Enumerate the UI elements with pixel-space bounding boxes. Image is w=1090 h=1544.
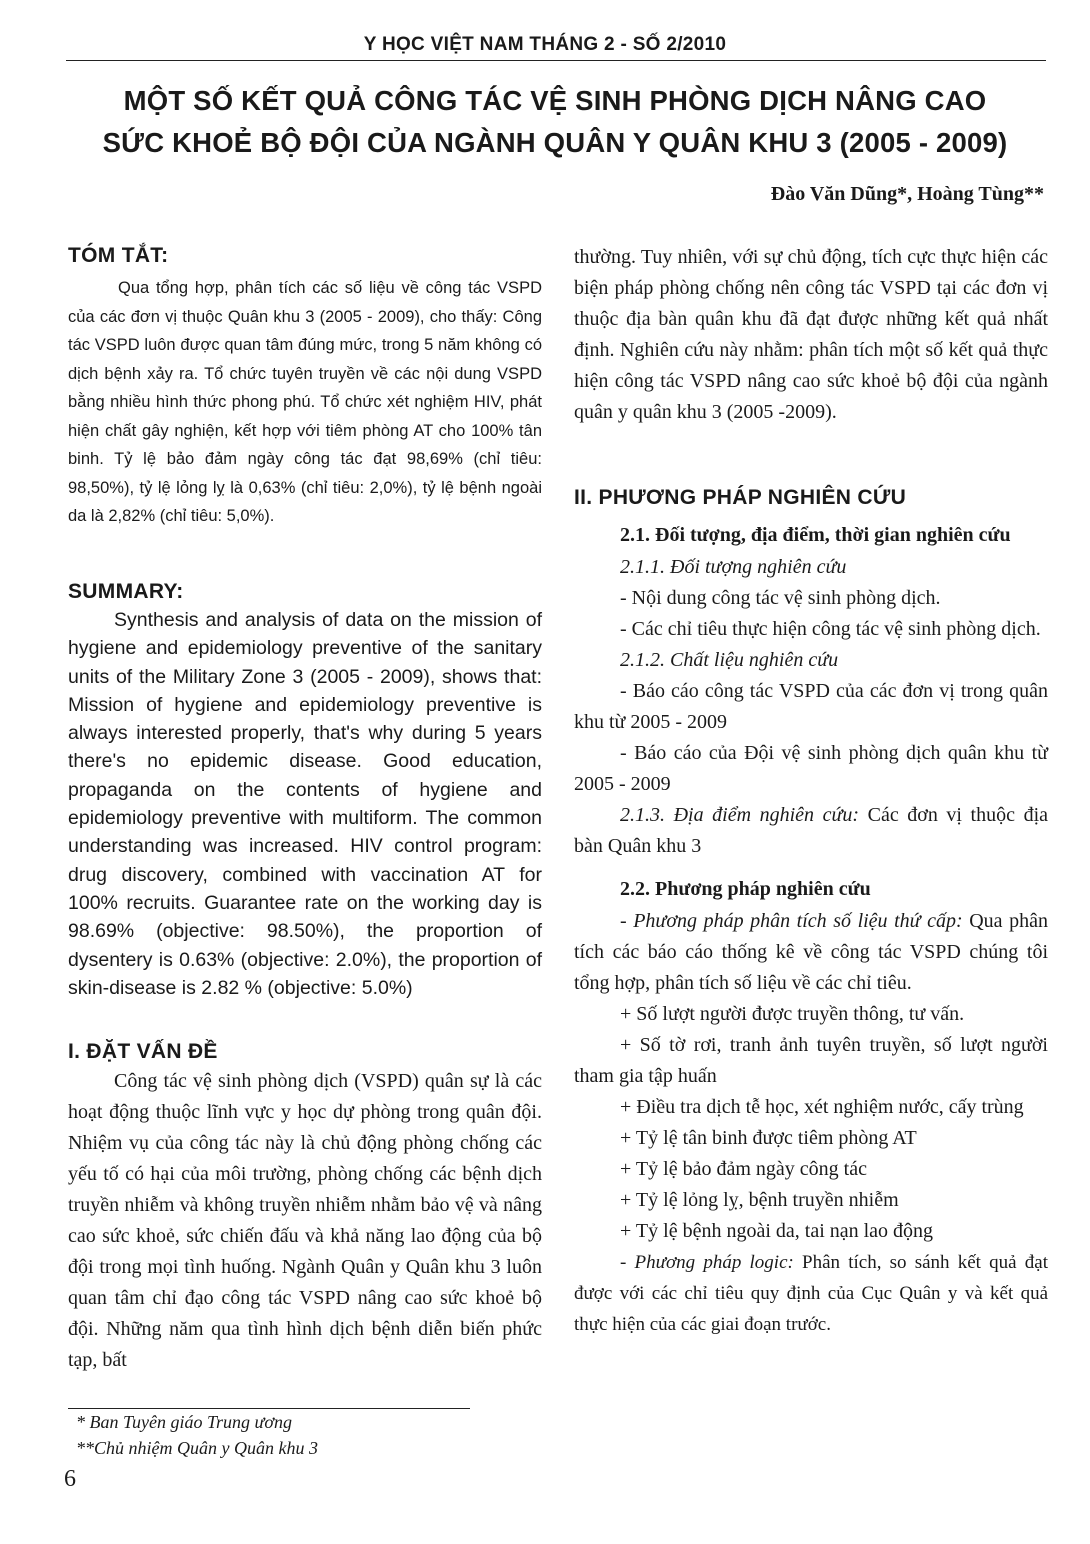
section-introduction — [68, 1040, 542, 1376]
section1-continuation — [574, 242, 1048, 428]
abstract-en — [68, 580, 542, 1002]
section2-heading: II. PHƯƠNG PHÁP NGHIÊN CỨU — [574, 486, 907, 509]
abstract-vi-heading: TÓM TẮT: — [68, 244, 169, 267]
subsection-2-1-1-heading: 2.1.1. Đối tượng nghiên cứu — [620, 556, 847, 578]
section1-continuation-text: thường. Tuy nhiên, với sự chủ động, tích cực thực hiện các biện pháp phòng chống nên công tác VSPD tại các đơn vị thuộc địa bàn quân khu đã đạt được những kết quả nhất định. Nghiên cứu này nhằm: phân tích một số kết quả thực hiện công tác VSPD nâng cao sức khoẻ bộ đội của ngành quân y quân khu 3 (2005 -2009). — [574, 246, 1048, 423]
subsection-2-1-3-text: Các đơn vị thuộc địa bàn Quân khu 3 — [574, 804, 1048, 857]
footnote-2: **Chủ nhiệm Quân y Quân khu 3 — [76, 1438, 318, 1458]
title-line-1: MỘT SỐ KẾT QUẢ CÔNG TÁC VỆ SINH PHÒNG DỊCH NÂNG CAO — [123, 85, 987, 116]
section1-text: Công tác vệ sinh phòng dịch (VSPD) quân sự là các hoạt động thuộc lĩnh vực y học dự phòng trong quân đội. Nhiệm vụ của công tác này là chủ động phòng chống các yếu tố có hại của môi trường, phòng chống các bệnh dịch truyền nhiễm và không truyền nhiễm nhằm bảo vệ và nâng cao sức khoẻ, sức chiến đấu và khả năng lao động của bộ đội trong mọi tình huống. Ngành Quân y Quân khu 3 luôn quan tâm chỉ đạo công tác VSPD nâng cao sức khoẻ bộ đội. Những năm qua tình hình dịch bệnh diễn biến phức tạp, bất — [68, 1070, 542, 1371]
subject-item-1: - Nội dung công tác vệ sinh phòng dịch. — [620, 587, 941, 609]
footnote-rule — [68, 1408, 470, 1409]
section-methods — [574, 486, 1048, 1340]
list-item: + Số tờ rơi, tranh ảnh tuyên truyền, số lượt người tham gia tập huấn — [574, 1034, 1048, 1087]
list-item: + Tỷ lệ lỏng lỵ, bệnh truyền nhiễm — [620, 1189, 899, 1211]
list-item: + Tỷ lệ bảo đảm ngày công tác — [620, 1158, 867, 1180]
abstract-vi — [68, 244, 542, 531]
subsection-2-1-3-label: 2.1.3. Địa điểm nghiên cứu: — [620, 804, 860, 826]
list-item: + Tỷ lệ tân binh được tiêm phòng AT — [620, 1127, 917, 1149]
subsection-2-1-2-heading: 2.1.2. Chất liệu nghiên cứu — [620, 649, 839, 671]
subject-item-2: - Các chỉ tiêu thực hiện công tác vệ sinh phòng dịch. — [620, 618, 1041, 640]
footnote-1: * Ban Tuyên giáo Trung ương — [76, 1412, 292, 1432]
method2-text: Phân tích, so sánh kết quả đạt được với các chỉ tiêu quy định của Cục Quân y và kết quả thực hiện của các giai đoạn trước. — [574, 1252, 1048, 1335]
subsection-2-1-3 — [574, 800, 1048, 862]
subsection-2-1-heading: 2.1. Đối tượng, địa điểm, thời gian nghiên cứu — [620, 524, 1011, 546]
subsection-2-2-heading: 2.2. Phương pháp nghiên cứu — [620, 878, 871, 900]
method-secondary-data — [574, 906, 1048, 999]
header-rule — [66, 60, 1046, 61]
list-item: + Số lượt người được truyền thông, tư vấn. — [620, 1003, 965, 1025]
method1-text: Qua phân tích các báo cáo thống kê về công tác VSPD chúng tôi tổng hợp, phân tích số liệu về các chỉ tiêu. — [574, 910, 1048, 994]
material-item-2: - Báo cáo của Đội vệ sinh phòng dịch quân khu từ 2005 - 2009 — [574, 742, 1048, 795]
abstract-en-heading: SUMMARY: — [68, 580, 184, 603]
method1-label: - Phương pháp phân tích số liệu thứ cấp: — [620, 910, 963, 932]
material-item-1: - Báo cáo công tác VSPD của các đơn vị trong quân khu từ 2005 - 2009 — [574, 680, 1048, 733]
list-item: + Điều tra dịch tễ học, xét nghiệm nước, cấy trùng — [620, 1096, 1024, 1118]
page-number: 6 — [64, 1466, 76, 1492]
list-item: + Tỷ lệ bệnh ngoài da, tai nạn lao động — [620, 1220, 934, 1242]
title-line-2: SỨC KHOẺ BỘ ĐỘI CỦA NGÀNH QUÂN Y QUÂN KHU 3 (2005 - 2009) — [102, 127, 1008, 158]
method2-label: - Phương pháp logic: — [620, 1252, 794, 1273]
abstract-vi-text: Qua tổng hợp, phân tích các số liệu về công tác VSPD của các đơn vị thuộc Quân khu 3 (2005 - 2009), cho thấy: Công tác VSPD luôn được quan tâm đúng mức, trong 5 năm không có dịch bệnh xảy ra. Tổ chức tuyên truyền về các nội dung VSPD bằng nhiều hình thức phong phú. Tổ chức xét nghiệm HIV, phát hiện chất gây nghiện, kết hợp với tiêm phòng AT cho 100% tân binh. Tỷ lệ bảo đảm ngày công tác đạt 98,69% (chỉ tiêu: 98,50%), tỷ lệ lỏng lỵ là 0,63% (chỉ tiêu: 2,0%), tỷ lệ bệnh ngoài da là 2,82% (chỉ tiêu: 5,0%). — [68, 279, 542, 525]
abstract-en-text: Synthesis and analysis of data on the mission of hygiene and epidemiology preventive of the sanitary units of the Military Zone 3 (2005 - 2009), shows that: Mission of hygiene and epidemiology preventive is always interested properly, that's why during 5 years there's no epidemic disease. Good education, propaganda on the contents of hygiene and epidemiology preventive with multiform. The common understanding was increased. HIV control program: drug discovery, combined with vaccination AT for 100% recruits. Guarantee rate on the working day is 98.69% (objective: 98.50%), the proportion of dysentery is 0.63% (objective: 2.0%), the proportion of skin-disease is 2.82 % (objective: 5.0%) — [68, 609, 542, 999]
running-head: Y HỌC VIỆT NAM THÁNG 2 - SỐ 2/2010 — [363, 34, 727, 55]
article-title — [60, 80, 1050, 164]
authors: Đào Văn Dũng*, Hoàng Tùng** — [770, 183, 1044, 205]
method-logic — [574, 1247, 1048, 1340]
section1-heading: I. ĐẶT VẤN ĐỀ — [68, 1040, 218, 1063]
